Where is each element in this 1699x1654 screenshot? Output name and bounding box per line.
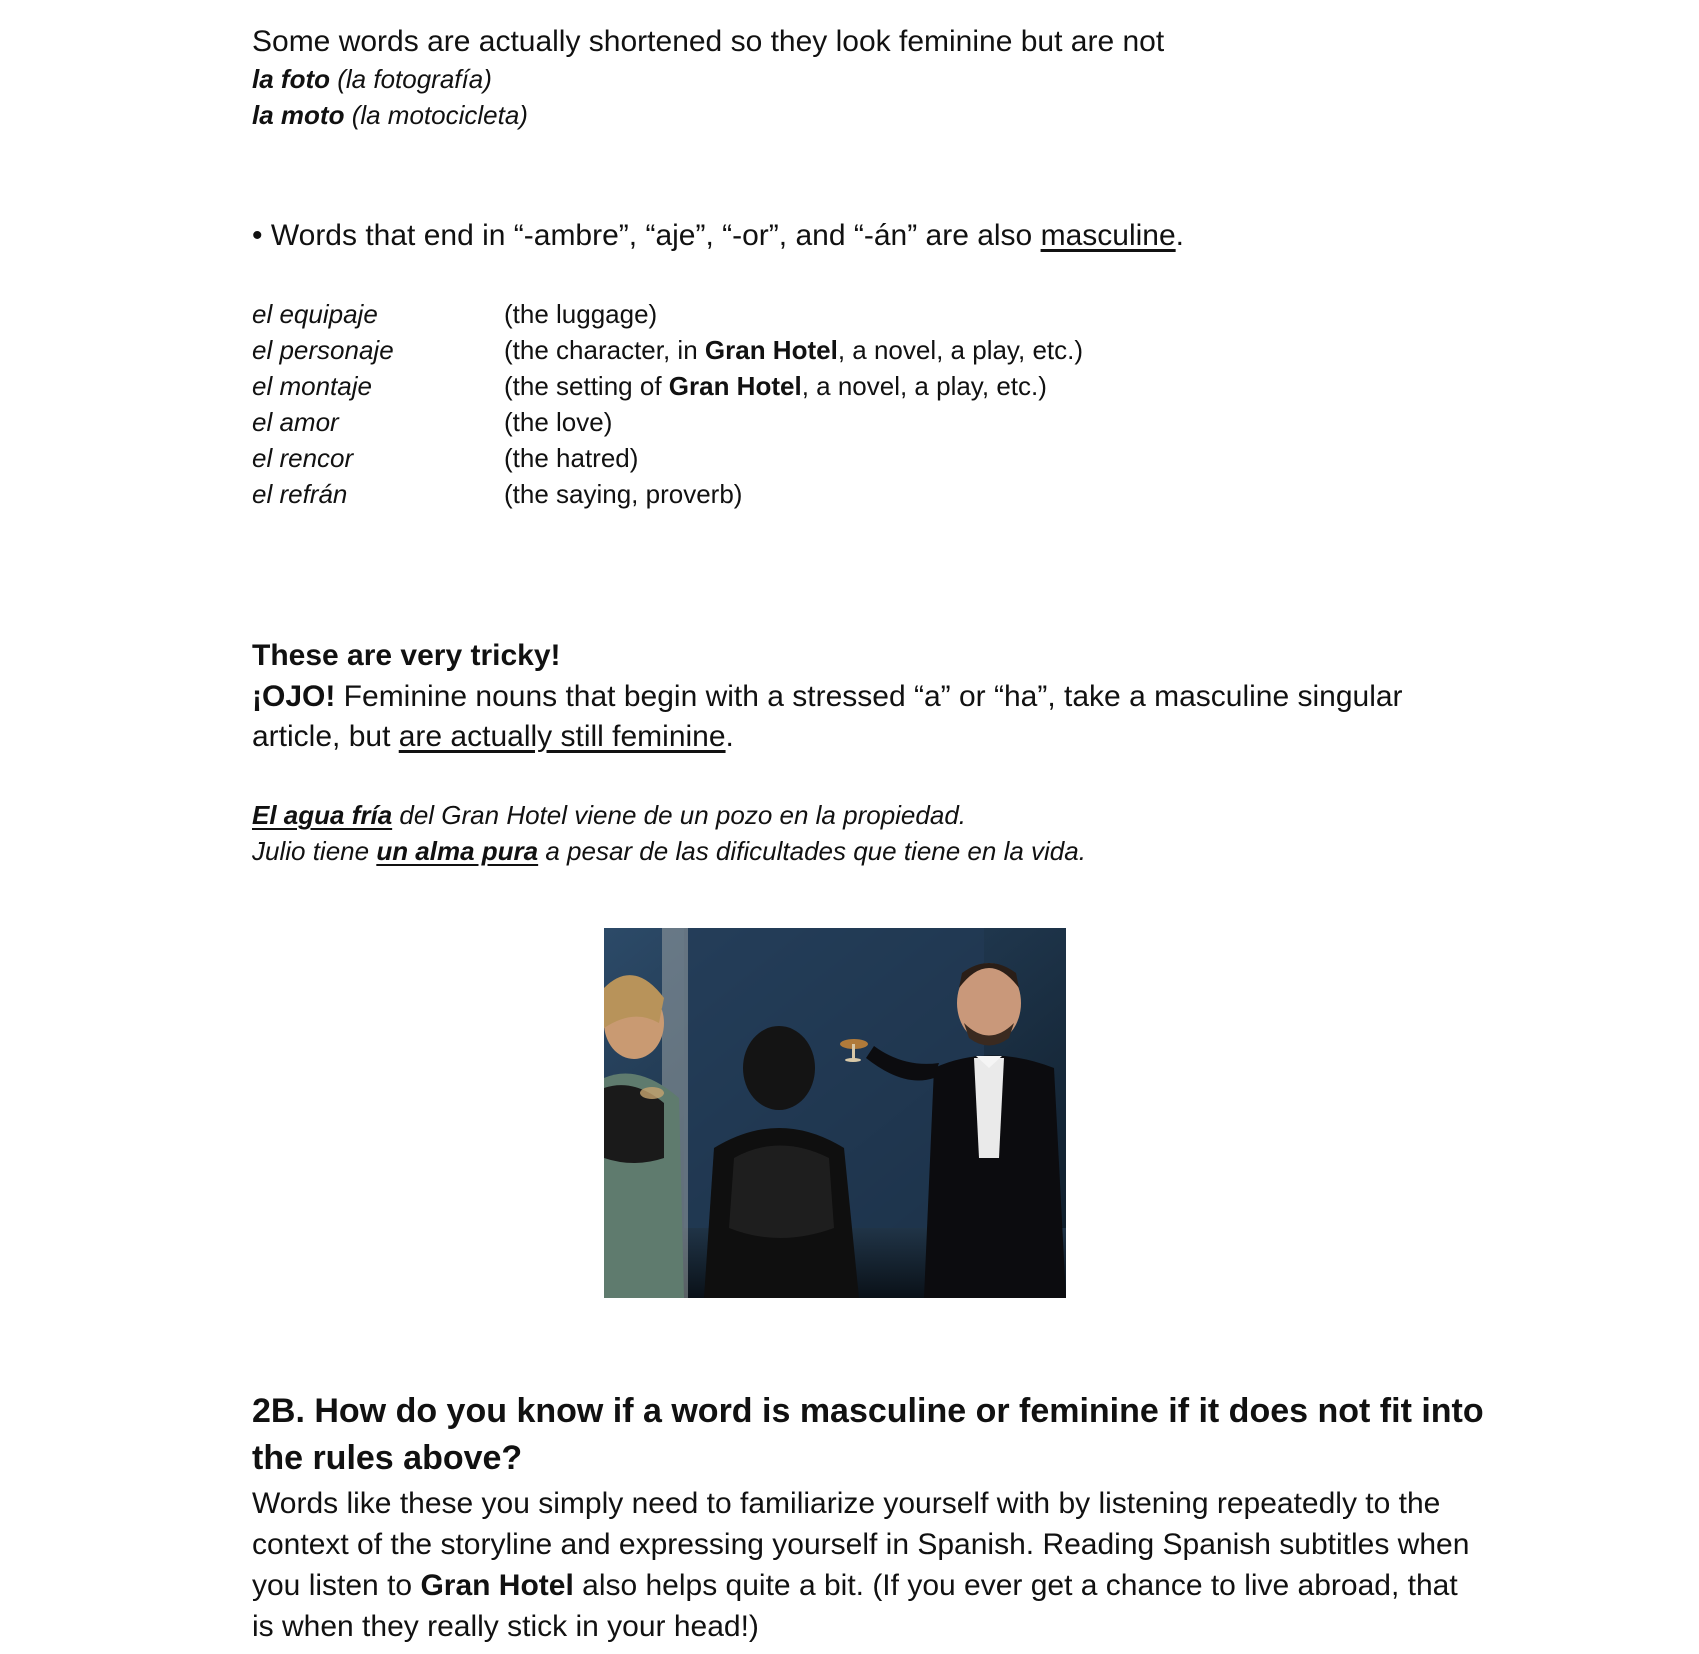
rule-end: . bbox=[1175, 219, 1184, 252]
rule-line bbox=[252, 216, 1184, 256]
tricky-line-1: ¡OJO! Feminine nouns that begin with a stressed “a” or “ha”, take a masculine singular bbox=[252, 680, 1403, 713]
vocab-row bbox=[252, 440, 1252, 476]
section-2b-para-line-2: context of the storyline and expressing yourself in Spanish. Reading Spanish subtitles when bbox=[252, 1528, 1470, 1561]
rule-text: Words that end in “-ambre”, “aje”, “-or”, and “-án” are also bbox=[270, 219, 1041, 252]
scene-photo bbox=[604, 928, 1066, 1298]
vocab-row bbox=[252, 404, 1252, 440]
tricky-heading: These are very tricky! bbox=[252, 639, 561, 672]
tricky-emphasis: are actually still feminine bbox=[398, 720, 726, 753]
example-full: (la fotografía) bbox=[337, 64, 492, 94]
vocab-es: el rencor bbox=[252, 443, 354, 473]
example-foto bbox=[252, 61, 492, 97]
section-2b-para-line-1: Words like these you simply need to familiarize yourself with by listening repeatedly to the bbox=[252, 1487, 1441, 1520]
vocab-en: (the saying, proverb) bbox=[504, 479, 743, 509]
intro-line: Some words are actually shortened so they look feminine but are not bbox=[252, 25, 1165, 58]
ojo-label: ¡OJO! bbox=[252, 680, 336, 713]
vocab-es: el montaje bbox=[252, 371, 372, 401]
vocab-en: (the hatred) bbox=[504, 443, 639, 473]
vocab-row bbox=[252, 296, 1252, 332]
vocab-table bbox=[252, 296, 1252, 512]
example-full: (la motocicleta) bbox=[351, 100, 528, 130]
vocab-es: el refrán bbox=[252, 479, 348, 509]
vocab-en: (the love) bbox=[504, 407, 613, 437]
vocab-en: (the luggage) bbox=[504, 299, 658, 329]
vocab-row bbox=[252, 368, 1252, 404]
section-2b-heading-1: 2B. How do you know if a word is masculine or feminine if it does not fit into bbox=[252, 1392, 1484, 1430]
vocab-es: el amor bbox=[252, 407, 339, 437]
section-2b-para-line-3: you listen to Gran Hotel also helps quite a bit. (If you ever get a chance to live abroad, that bbox=[252, 1569, 1458, 1602]
tricky-example-1: El agua fría del Gran Hotel viene de un pozo en la propiedad. bbox=[252, 800, 966, 830]
example-word: la moto bbox=[252, 100, 345, 130]
bullet: • bbox=[252, 219, 263, 252]
rule-emphasis: masculine bbox=[1040, 219, 1176, 252]
section-2b-heading-2: the rules above? bbox=[252, 1439, 523, 1477]
vocab-row bbox=[252, 332, 1252, 368]
example-moto bbox=[252, 97, 528, 133]
vocab-es: el personaje bbox=[252, 335, 394, 365]
vocab-row bbox=[252, 476, 1252, 512]
example-word: la foto bbox=[252, 64, 330, 94]
vocab-es: el equipaje bbox=[252, 299, 378, 329]
vocab-en: (the character, in Gran Hotel, a novel, a play, etc.) bbox=[504, 335, 1084, 365]
section-2b-para-line-4: is when they really stick in your head!) bbox=[252, 1610, 759, 1643]
tricky-example-2: Julio tiene un alma pura a pesar de las dificultades que tiene en la vida. bbox=[252, 836, 1086, 866]
vocab-en: (the setting of Gran Hotel, a novel, a play, etc.) bbox=[504, 371, 1047, 401]
tricky-line-2: article, but are actually still feminine. bbox=[252, 720, 734, 753]
